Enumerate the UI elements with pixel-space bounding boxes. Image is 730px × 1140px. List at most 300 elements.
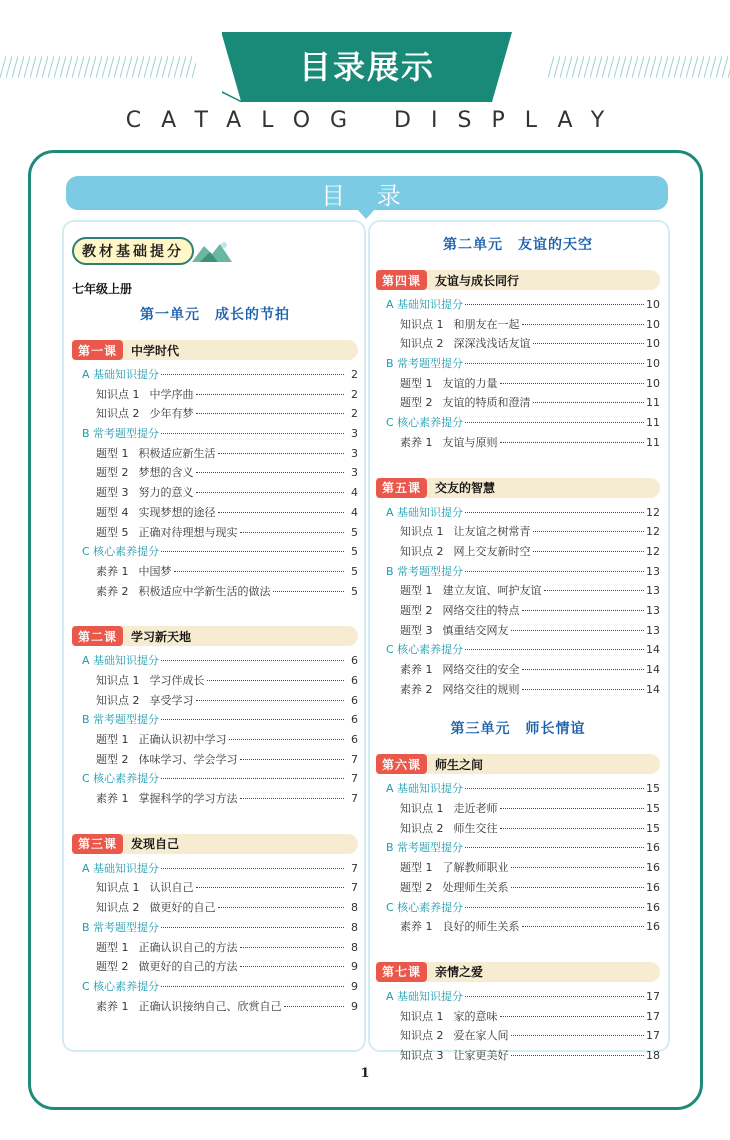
dot-leader <box>465 649 644 650</box>
entry-label: B 常考题型提分 <box>386 564 464 578</box>
entry-label: 走近老师 <box>453 802 498 816</box>
entry-page: 10 <box>646 317 660 331</box>
unit-gap <box>376 700 660 714</box>
entry-page: 17 <box>646 1029 660 1043</box>
entry-page: 7 <box>351 881 358 895</box>
dot-leader <box>218 907 345 908</box>
entry-label: 享受学习 <box>149 693 194 707</box>
dot-leader <box>533 402 645 403</box>
toc-item-entry[interactable] <box>376 523 660 543</box>
entry-page: 10 <box>646 376 660 390</box>
entry-page: 13 <box>646 564 660 578</box>
entry-page: 16 <box>646 880 660 894</box>
entry-label: A 基础知识提分 <box>386 782 464 796</box>
entry-label: 少年有梦 <box>149 407 194 421</box>
entry-page: 6 <box>351 693 358 707</box>
dot-leader <box>240 532 345 533</box>
dot-leader <box>465 304 644 305</box>
toc-item-entry[interactable] <box>72 879 358 899</box>
entry-prefix: 题型 1 <box>96 733 129 746</box>
entry-label: B 常考题型提分 <box>386 357 464 371</box>
entry-prefix: 题型 2 <box>96 752 129 766</box>
entry-prefix: 题型 1 <box>400 861 433 875</box>
page-title: 目录展示 <box>298 48 435 86</box>
entry-page: 10 <box>646 357 660 371</box>
entry-page: 12 <box>646 505 660 519</box>
entry-label: C 核心素养提分 <box>386 416 464 430</box>
entry-label: 友谊的特质和澄清 <box>442 396 531 410</box>
entry-page: 5 <box>351 564 358 578</box>
entry-label: A 基础知识提分 <box>386 989 464 1003</box>
entry-prefix: 题型 1 <box>400 376 433 390</box>
entry-label: 处理师生关系 <box>442 880 509 894</box>
toc-section-entry[interactable] <box>376 504 660 524</box>
lesson-tag: 第七课 <box>376 962 427 982</box>
toc-item-entry[interactable] <box>376 375 660 395</box>
dot-leader <box>161 986 344 987</box>
entry-page: 15 <box>646 821 660 835</box>
entry-page: 2 <box>351 387 358 401</box>
entry-page: 3 <box>351 446 358 460</box>
entry-prefix: 素养 1 <box>400 920 433 934</box>
decorative-hatch-left <box>0 56 196 78</box>
dot-leader <box>161 374 344 375</box>
lesson-gap <box>72 602 358 616</box>
entry-page: 7 <box>351 792 358 806</box>
entry-prefix: 知识点 2 <box>400 821 444 835</box>
entry-prefix: 题型 1 <box>400 584 433 598</box>
entry-label: 积极适应中学新生活的做法 <box>138 584 271 598</box>
toc-item-entry[interactable] <box>72 672 358 692</box>
toc-section-entry[interactable] <box>376 839 660 859</box>
dot-leader <box>465 996 644 997</box>
entry-prefix: 素养 2 <box>96 584 129 598</box>
decorative-hatch-right <box>548 56 730 78</box>
entry-prefix: 知识点 1 <box>400 525 444 539</box>
entry-label: 友谊与原则 <box>442 435 498 449</box>
entry-label: 深深浅浅话友谊 <box>453 337 531 351</box>
dot-leader <box>196 472 345 473</box>
dot-leader <box>161 433 344 434</box>
dot-leader <box>161 551 344 552</box>
entry-label: 建立友谊、呵护友谊 <box>442 584 542 598</box>
entry-page: 3 <box>351 427 358 441</box>
dot-leader <box>511 630 645 631</box>
entry-page: 8 <box>351 940 358 954</box>
toc-item-entry[interactable] <box>376 394 660 414</box>
dot-leader <box>284 1006 345 1007</box>
dot-leader <box>465 363 644 364</box>
toc-item-entry[interactable] <box>376 1008 660 1028</box>
toc-item-entry[interactable] <box>72 790 358 810</box>
lesson-gap <box>376 938 660 952</box>
dot-leader <box>229 739 345 740</box>
toc-section-entry[interactable] <box>376 899 660 919</box>
dot-leader <box>196 887 345 888</box>
grade-label: 七年级上册 <box>72 282 133 296</box>
lesson-header <box>72 834 358 854</box>
entry-page: 16 <box>646 841 660 855</box>
toc-title-bar: 目 录 <box>66 176 668 210</box>
dot-leader <box>465 512 644 513</box>
entry-label: 梦想的含义 <box>138 466 194 480</box>
entry-prefix: 题型 2 <box>400 880 433 894</box>
page-number: 1 <box>360 1066 370 1081</box>
dot-leader <box>533 551 645 552</box>
entry-label: 掌握科学的学习方法 <box>138 792 238 806</box>
entry-page: 11 <box>646 435 660 449</box>
entry-page: 3 <box>351 466 358 480</box>
entry-label: 让友谊之树常青 <box>453 525 531 539</box>
entry-page: 13 <box>646 603 660 617</box>
entry-label: 做更好的自己的方法 <box>138 960 238 974</box>
entry-label: 让家更美好 <box>453 1048 509 1062</box>
right-column <box>376 230 660 1067</box>
toc-section-entry[interactable] <box>72 860 358 880</box>
toc-section-entry[interactable] <box>376 988 660 1008</box>
toc-item-entry[interactable] <box>72 583 358 603</box>
lesson-title: 交友的智慧 <box>435 481 496 495</box>
entry-page: 12 <box>646 525 660 539</box>
lesson-title: 发现自己 <box>131 837 180 852</box>
entry-page: 16 <box>646 920 660 934</box>
lesson-tag: 第五课 <box>376 478 427 498</box>
entry-page: 9 <box>351 979 358 993</box>
entry-label: A 基础知识提分 <box>82 368 160 381</box>
toc-section-entry[interactable] <box>376 641 660 661</box>
dot-leader <box>196 492 345 493</box>
toc-item-entry[interactable] <box>376 316 660 336</box>
toc-item-entry[interactable] <box>376 335 660 355</box>
toc-item-entry[interactable] <box>72 524 358 544</box>
entry-label: B 常考题型提分 <box>82 427 160 441</box>
entry-page: 2 <box>351 368 358 381</box>
entry-page: 17 <box>646 989 660 1003</box>
entry-prefix: 知识点 2 <box>96 901 140 915</box>
dot-leader <box>511 887 645 888</box>
toc-section-entry[interactable] <box>72 652 358 672</box>
dot-leader <box>218 512 345 513</box>
lesson-header <box>72 340 358 360</box>
toc-item-entry[interactable] <box>72 464 358 484</box>
dot-leader <box>500 1016 645 1017</box>
dot-leader <box>240 759 345 760</box>
toc-item-entry[interactable] <box>376 681 660 701</box>
lesson-title: 师生之间 <box>435 757 484 772</box>
entry-prefix: 素养 1 <box>96 564 129 578</box>
entry-prefix: 题型 1 <box>96 940 129 954</box>
toc-item-entry[interactable] <box>376 661 660 681</box>
entry-prefix: 知识点 1 <box>96 673 140 687</box>
toc-item-entry[interactable] <box>72 504 358 524</box>
entry-label: 网络交往的规则 <box>442 682 520 696</box>
entry-page: 9 <box>351 999 358 1013</box>
toc-item-entry[interactable] <box>376 543 660 563</box>
entry-page: 5 <box>351 525 358 539</box>
entry-prefix: 题型 2 <box>96 466 129 480</box>
dot-leader <box>522 926 645 927</box>
dot-leader <box>465 788 644 789</box>
entry-prefix: 题型 2 <box>400 396 433 410</box>
entry-label: 网络交往的安全 <box>442 663 520 676</box>
unit-title: 第二单元 友谊的天空 <box>443 237 593 253</box>
toc-item-entry[interactable] <box>376 879 660 899</box>
lesson-gap <box>376 454 660 468</box>
entry-prefix: 题型 3 <box>96 486 129 500</box>
dot-leader <box>207 680 345 681</box>
entry-page: 6 <box>351 673 358 687</box>
dot-leader <box>544 590 645 591</box>
unit-title: 第一单元 成长的节拍 <box>140 307 290 323</box>
toc-section-entry[interactable] <box>72 978 358 998</box>
dot-leader <box>533 343 645 344</box>
dot-leader <box>522 669 645 670</box>
section-badge: 教材基础提分 <box>72 237 194 265</box>
lesson-header <box>376 478 660 498</box>
entry-page: 10 <box>646 337 660 351</box>
toc-item-entry[interactable] <box>72 958 358 978</box>
entry-label: C 核心素养提分 <box>82 545 160 559</box>
dot-leader <box>465 907 644 908</box>
toc-title-notch <box>357 209 375 219</box>
dot-leader <box>465 847 644 848</box>
entry-page: 4 <box>351 505 358 519</box>
entry-page: 8 <box>351 901 358 915</box>
entry-label: B 常考题型提分 <box>386 841 464 855</box>
toc-section-entry[interactable] <box>376 296 660 316</box>
entry-page: 6 <box>351 654 358 668</box>
entry-page: 8 <box>351 920 358 934</box>
entry-prefix: 题型 3 <box>400 623 433 637</box>
lesson-tag: 第三课 <box>72 834 123 854</box>
toc-item-entry[interactable] <box>72 405 358 425</box>
dot-leader <box>161 719 344 720</box>
toc-item-entry[interactable] <box>376 800 660 820</box>
entry-page: 2 <box>351 407 358 421</box>
entry-label: 爱在家人间 <box>453 1029 509 1043</box>
dot-leader <box>161 927 344 928</box>
entry-prefix: 题型 1 <box>96 446 129 460</box>
entry-page: 16 <box>646 900 660 914</box>
lesson-title: 学习新天地 <box>131 629 192 644</box>
entry-prefix: 题型 5 <box>96 525 129 539</box>
entry-label: 网络交往的特点 <box>442 603 520 617</box>
dot-leader <box>500 383 645 384</box>
entry-page: 15 <box>646 782 660 796</box>
entry-prefix: 知识点 1 <box>96 881 140 895</box>
entry-label: C 核心素养提分 <box>82 772 160 786</box>
lesson-header <box>72 626 358 646</box>
dot-leader <box>196 700 345 701</box>
entry-label: 正确对待理想与现实 <box>138 525 238 539</box>
toc-section-entry[interactable] <box>376 414 660 434</box>
entry-label: B 常考题型提分 <box>82 920 160 934</box>
mountain-icon <box>192 240 232 262</box>
toc-item-entry[interactable] <box>72 563 358 583</box>
entry-prefix: 知识点 3 <box>400 1048 444 1062</box>
toc-item-entry[interactable] <box>376 1027 660 1047</box>
entry-label: 良好的师生关系 <box>442 920 520 934</box>
toc-section-entry[interactable] <box>72 770 358 790</box>
entry-page: 13 <box>646 623 660 637</box>
left-lessons <box>72 340 358 1017</box>
toc-item-entry[interactable] <box>72 899 358 919</box>
entry-label: C 核心素养提分 <box>386 643 464 657</box>
dot-leader <box>196 413 345 414</box>
entry-page: 7 <box>351 772 358 786</box>
toc-section-entry[interactable] <box>72 543 358 563</box>
dot-leader <box>522 324 645 325</box>
entry-page: 5 <box>351 584 358 598</box>
dot-leader <box>533 531 645 532</box>
entry-prefix: 素养 1 <box>96 792 129 806</box>
lesson-header <box>376 270 660 290</box>
toc-item-entry[interactable] <box>72 692 358 712</box>
toc-section-entry[interactable] <box>72 366 358 386</box>
dot-leader <box>500 442 645 443</box>
toc-section-entry[interactable] <box>376 563 660 583</box>
entry-label: C 核心素养提分 <box>82 979 160 993</box>
toc-section-entry[interactable] <box>72 919 358 939</box>
toc-item-entry[interactable] <box>72 484 358 504</box>
toc-section-entry[interactable] <box>376 780 660 800</box>
dot-leader <box>500 828 645 829</box>
entry-page: 14 <box>646 643 660 657</box>
entry-label: C 核心素养提分 <box>386 900 464 914</box>
entry-prefix: 知识点 1 <box>400 317 444 331</box>
entry-prefix: 知识点 2 <box>400 544 444 558</box>
page-subtitle: CATALOG DISPLAY <box>125 108 625 133</box>
entry-label: 正确认识接纳自己、欣赏自己 <box>138 999 282 1013</box>
lesson-gap <box>72 810 358 824</box>
section-badge-row <box>72 230 358 272</box>
dot-leader <box>196 394 345 395</box>
entry-label: 体味学习、学会学习 <box>138 752 238 766</box>
toc-item-entry[interactable] <box>376 582 660 602</box>
lesson-tag: 第六课 <box>376 754 427 774</box>
dot-leader <box>511 867 645 868</box>
entry-page: 7 <box>351 752 358 766</box>
dot-leader <box>522 689 645 690</box>
lesson-title: 中学时代 <box>131 343 180 358</box>
entry-label: A 基础知识提分 <box>386 298 464 311</box>
entry-page: 4 <box>351 486 358 500</box>
entry-label: 学习伴成长 <box>149 673 205 687</box>
dot-leader <box>161 868 344 869</box>
toc-section-entry[interactable] <box>72 425 358 445</box>
entry-page: 11 <box>646 396 660 410</box>
entry-page: 11 <box>646 416 660 430</box>
toc-item-entry[interactable] <box>376 1047 660 1067</box>
entry-prefix: 素养 1 <box>96 999 129 1013</box>
dot-leader <box>511 1055 645 1056</box>
entry-page: 9 <box>351 960 358 974</box>
lesson-header <box>376 962 660 982</box>
lesson-tag: 第四课 <box>376 270 427 290</box>
entry-prefix: 知识点 1 <box>400 1009 444 1023</box>
entry-prefix: 题型 2 <box>400 603 433 617</box>
toc-item-entry[interactable] <box>376 820 660 840</box>
dot-leader <box>273 591 345 592</box>
entry-page: 15 <box>646 802 660 816</box>
toc-item-entry[interactable] <box>72 939 358 959</box>
entry-prefix: 知识点 2 <box>96 693 140 707</box>
entry-prefix: 知识点 2 <box>400 337 444 351</box>
dot-leader <box>161 660 344 661</box>
entry-prefix: 素养 2 <box>400 682 433 696</box>
entry-label: A 基础知识提分 <box>82 654 160 668</box>
entry-label: B 常考题型提分 <box>82 713 160 727</box>
dot-leader <box>240 798 345 799</box>
entry-label: 中学序曲 <box>149 387 194 401</box>
toc-item-entry[interactable] <box>376 602 660 622</box>
toc-section-entry[interactable] <box>72 711 358 731</box>
dot-leader <box>240 966 345 967</box>
entry-label: A 基础知识提分 <box>386 505 464 519</box>
toc-item-entry[interactable] <box>376 859 660 879</box>
toc-section-entry[interactable] <box>376 355 660 375</box>
dot-leader <box>465 422 644 423</box>
entry-page: 7 <box>351 861 358 875</box>
toc-item-entry[interactable] <box>376 622 660 642</box>
entry-label: 家的意味 <box>453 1009 498 1023</box>
toc-item-entry[interactable] <box>376 434 660 454</box>
entry-label: 慎重结交网友 <box>442 623 509 637</box>
entry-page: 13 <box>646 584 660 598</box>
entry-prefix: 题型 4 <box>96 505 129 519</box>
entry-prefix: 知识点 2 <box>400 1029 444 1043</box>
entry-page: 10 <box>646 298 660 311</box>
dot-leader <box>522 610 645 611</box>
toc-item-entry[interactable] <box>72 731 358 751</box>
dot-leader <box>500 808 645 809</box>
lesson-header <box>376 754 660 774</box>
entry-page: 6 <box>351 733 358 746</box>
entry-page: 17 <box>646 1009 660 1023</box>
entry-page: 14 <box>646 682 660 696</box>
entry-page: 12 <box>646 544 660 558</box>
toc-item-entry[interactable] <box>72 751 358 771</box>
dot-leader <box>240 947 345 948</box>
toc-item-entry[interactable] <box>72 998 358 1018</box>
entry-label: 认识自己 <box>149 881 194 895</box>
entry-label: 努力的意义 <box>138 486 194 500</box>
toc-item-entry[interactable] <box>376 918 660 938</box>
dot-leader <box>218 453 345 454</box>
entry-label: 正确认识自己的方法 <box>138 940 238 954</box>
dot-leader <box>161 778 344 779</box>
entry-label: 积极适应新生活 <box>138 446 216 460</box>
toc-item-entry[interactable] <box>72 445 358 465</box>
toc-item-entry[interactable] <box>72 386 358 406</box>
entry-label: A 基础知识提分 <box>82 861 160 875</box>
unit-title: 第三单元 师长情谊 <box>450 721 586 738</box>
entry-label: 师生交往 <box>453 821 498 835</box>
lesson-title: 亲情之爱 <box>435 965 484 980</box>
entry-prefix: 素养 1 <box>400 435 433 449</box>
entry-label: 了解教师职业 <box>442 861 509 875</box>
entry-prefix: 知识点 1 <box>400 802 444 816</box>
lesson-tag: 第二课 <box>72 626 123 646</box>
entry-label: 和朋友在一起 <box>453 317 520 331</box>
entry-page: 6 <box>351 713 358 727</box>
dot-leader <box>511 1035 645 1036</box>
entry-label: 实现梦想的途径 <box>138 505 216 519</box>
entry-prefix: 题型 2 <box>96 960 129 974</box>
entry-page: 16 <box>646 861 660 875</box>
entry-page: 5 <box>351 545 358 559</box>
lesson-tag: 第一课 <box>72 340 123 360</box>
